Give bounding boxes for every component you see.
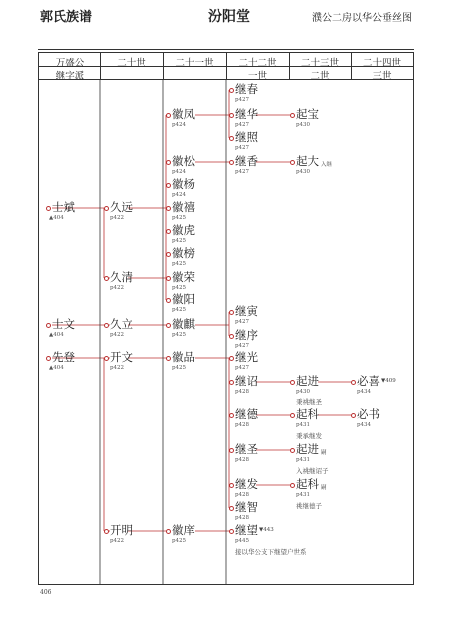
lineage-note: 接以华公支下继望户世系 (235, 548, 307, 556)
person-qike2[interactable]: 起科 (296, 477, 319, 491)
page-ref: ▲404 (49, 365, 64, 371)
node-dot (229, 529, 234, 534)
page-ref: p422 (110, 285, 125, 291)
node-dot (229, 413, 234, 418)
chart-title: 濮公二房以华公垂丝图 (312, 13, 412, 24)
node-dot (351, 413, 356, 418)
person-jiwang[interactable]: 继望 (235, 523, 258, 537)
page-ref: p425 (172, 365, 187, 371)
person-jizhao[interactable]: 继照 (235, 130, 258, 144)
page-ref: p424 (172, 122, 187, 128)
person-jichun[interactable]: 继春 (235, 82, 258, 96)
page-ref: p428 (235, 515, 250, 521)
person-kaiwen[interactable]: 开文 (110, 350, 133, 364)
node-dot (229, 88, 234, 93)
page-ref: p445 (235, 538, 250, 544)
person-jiuyuan[interactable]: 久远 (110, 200, 133, 214)
page-ref: ▲404 (49, 332, 64, 338)
page-ref: p427 (235, 343, 250, 349)
hall-name: 汾阳堂 (208, 9, 250, 25)
page-ref: p428 (235, 422, 250, 428)
page-ref: p428 (235, 389, 250, 395)
person-huirong[interactable]: 徽荣 (172, 270, 195, 284)
node-dot (166, 529, 171, 534)
col-sub-3: 一世 (247, 71, 267, 82)
person-jiguang[interactable]: 继光 (235, 350, 258, 364)
node-dot (104, 276, 109, 281)
page-ref: p425 (172, 307, 187, 313)
person-jizhi[interactable]: 继智 (235, 500, 258, 514)
page-ref: p431 (296, 422, 311, 428)
lineage-note: 祧继德子 (296, 502, 322, 510)
node-dot (290, 113, 295, 118)
person-huifeng[interactable]: 徽凤 (172, 107, 195, 121)
person-jiuli[interactable]: 久立 (110, 317, 133, 331)
node-dot (166, 323, 171, 328)
person-shiwen[interactable]: 士文 (52, 317, 75, 331)
person-jixiang[interactable]: 继香 (235, 154, 258, 168)
col-sub-0: 继字派 (55, 71, 85, 82)
col-head-5: 二十四世 (362, 58, 401, 69)
page-ref: p425 (172, 332, 187, 338)
page-ref: p428 (235, 492, 250, 498)
adoption-mark: 入继 (321, 162, 333, 168)
page-ref: p422 (110, 538, 125, 544)
node-dot (166, 113, 171, 118)
lineage-note: 秉祧继圣 (296, 398, 322, 406)
page-ref: ▲404 (49, 215, 64, 221)
node-dot (104, 323, 109, 328)
person-huixi[interactable]: 徽禧 (172, 200, 195, 214)
person-jide[interactable]: 继德 (235, 407, 258, 421)
page-number: 406 (40, 589, 52, 596)
page-ref: p427 (235, 122, 250, 128)
node-dot (229, 380, 234, 385)
person-xiandeng[interactable]: 先登 (52, 350, 75, 364)
node-dot (166, 160, 171, 165)
person-jisheng[interactable]: 继圣 (235, 442, 258, 456)
node-dot (166, 276, 171, 281)
node-dot (290, 483, 295, 488)
page-ref: p431 (296, 457, 311, 463)
node-dot (229, 136, 234, 141)
cross-ref: ▼443 (259, 527, 274, 533)
person-qike[interactable]: 起科 (296, 407, 319, 421)
page-ref: p425 (172, 215, 187, 221)
person-bixi[interactable]: 必喜 (357, 374, 380, 388)
page-ref: p430 (296, 122, 311, 128)
node-dot (104, 206, 109, 211)
node-dot (166, 298, 171, 303)
person-qijin2[interactable]: 起进 (296, 442, 319, 456)
node-dot (104, 529, 109, 534)
person-shibin[interactable]: 士斌 (52, 200, 75, 214)
node-dot (166, 252, 171, 257)
person-huibang[interactable]: 徽榜 (172, 246, 195, 260)
person-jizhao2[interactable]: 继诏 (235, 374, 258, 388)
col-sub-4: 二世 (310, 71, 330, 82)
node-dot (166, 356, 171, 361)
person-bishu[interactable]: 必书 (357, 407, 380, 421)
node-dot (290, 448, 295, 453)
col-head-3: 二十二世 (238, 58, 277, 69)
person-huiyang[interactable]: 徽杨 (172, 177, 195, 191)
book-title: 郭氏族谱 (40, 10, 93, 25)
page-ref: p425 (172, 538, 187, 544)
col-sub-5: 三世 (372, 71, 392, 82)
person-huipin[interactable]: 徽品 (172, 350, 195, 364)
person-huihu[interactable]: 徽虎 (172, 223, 195, 237)
page-ref: p425 (172, 285, 187, 291)
node-dot (229, 506, 234, 511)
node-dot (229, 448, 234, 453)
page-ref: p427 (235, 97, 250, 103)
col-head-2: 二十一世 (175, 58, 214, 69)
page-ref: p425 (172, 238, 187, 244)
adoption-mark: 嗣 (321, 485, 327, 491)
person-qibao[interactable]: 起宝 (296, 107, 319, 121)
person-huixiang[interactable]: 徽庠 (172, 523, 195, 537)
cross-ref: ▼409 (381, 378, 396, 384)
page-ref: p427 (235, 145, 250, 151)
node-dot (46, 323, 51, 328)
person-jiuqing[interactable]: 久清 (110, 270, 133, 284)
person-jixu[interactable]: 继序 (235, 328, 258, 342)
node-dot (46, 206, 51, 211)
adoption-mark: 嗣 (321, 450, 327, 456)
node-dot (229, 334, 234, 339)
node-dot (229, 356, 234, 361)
node-dot (104, 356, 109, 361)
page-ref: p422 (110, 215, 125, 221)
node-dot (166, 229, 171, 234)
node-dot (166, 206, 171, 211)
page-ref: p422 (110, 332, 125, 338)
node-dot (290, 413, 295, 418)
person-qida[interactable]: 起大 (296, 154, 319, 168)
person-qijin[interactable]: 起进 (296, 374, 319, 388)
page-ref: p425 (172, 261, 187, 267)
page-ref: p427 (235, 169, 250, 175)
person-huiyang2[interactable]: 徽阳 (172, 292, 195, 306)
person-jifa[interactable]: 继发 (235, 477, 258, 491)
lineage-note: 秉承继发 (296, 432, 322, 440)
person-huiqi[interactable]: 徽麒 (172, 317, 195, 331)
node-dot (290, 380, 295, 385)
page-ref: p424 (172, 169, 187, 175)
node-dot (229, 310, 234, 315)
person-jihua[interactable]: 继华 (235, 107, 258, 121)
page-ref: p430 (296, 389, 311, 395)
person-huisong[interactable]: 徽松 (172, 154, 195, 168)
page-ref: p422 (110, 365, 125, 371)
page-ref: p427 (235, 319, 250, 325)
col-head-0: 万盛公 (55, 58, 85, 69)
node-dot (290, 160, 295, 165)
page-ref: p430 (296, 169, 311, 175)
lineage-note: 入祧继诏子 (296, 467, 329, 475)
page-ref: p427 (235, 365, 250, 371)
person-kaiming[interactable]: 开明 (110, 523, 133, 537)
node-dot (46, 356, 51, 361)
page-ref: p424 (172, 192, 187, 198)
node-dot (229, 483, 234, 488)
node-dot (229, 160, 234, 165)
page-ref: p434 (357, 422, 372, 428)
node-dot (351, 380, 356, 385)
page-ref: p431 (296, 492, 311, 498)
col-head-1: 二十世 (117, 58, 146, 69)
node-dot (229, 113, 234, 118)
person-jiyin[interactable]: 继寅 (235, 304, 258, 318)
page-ref: p434 (357, 389, 372, 395)
page-ref: p428 (235, 457, 250, 463)
col-head-4: 二十三世 (300, 58, 339, 69)
node-dot (166, 183, 171, 188)
